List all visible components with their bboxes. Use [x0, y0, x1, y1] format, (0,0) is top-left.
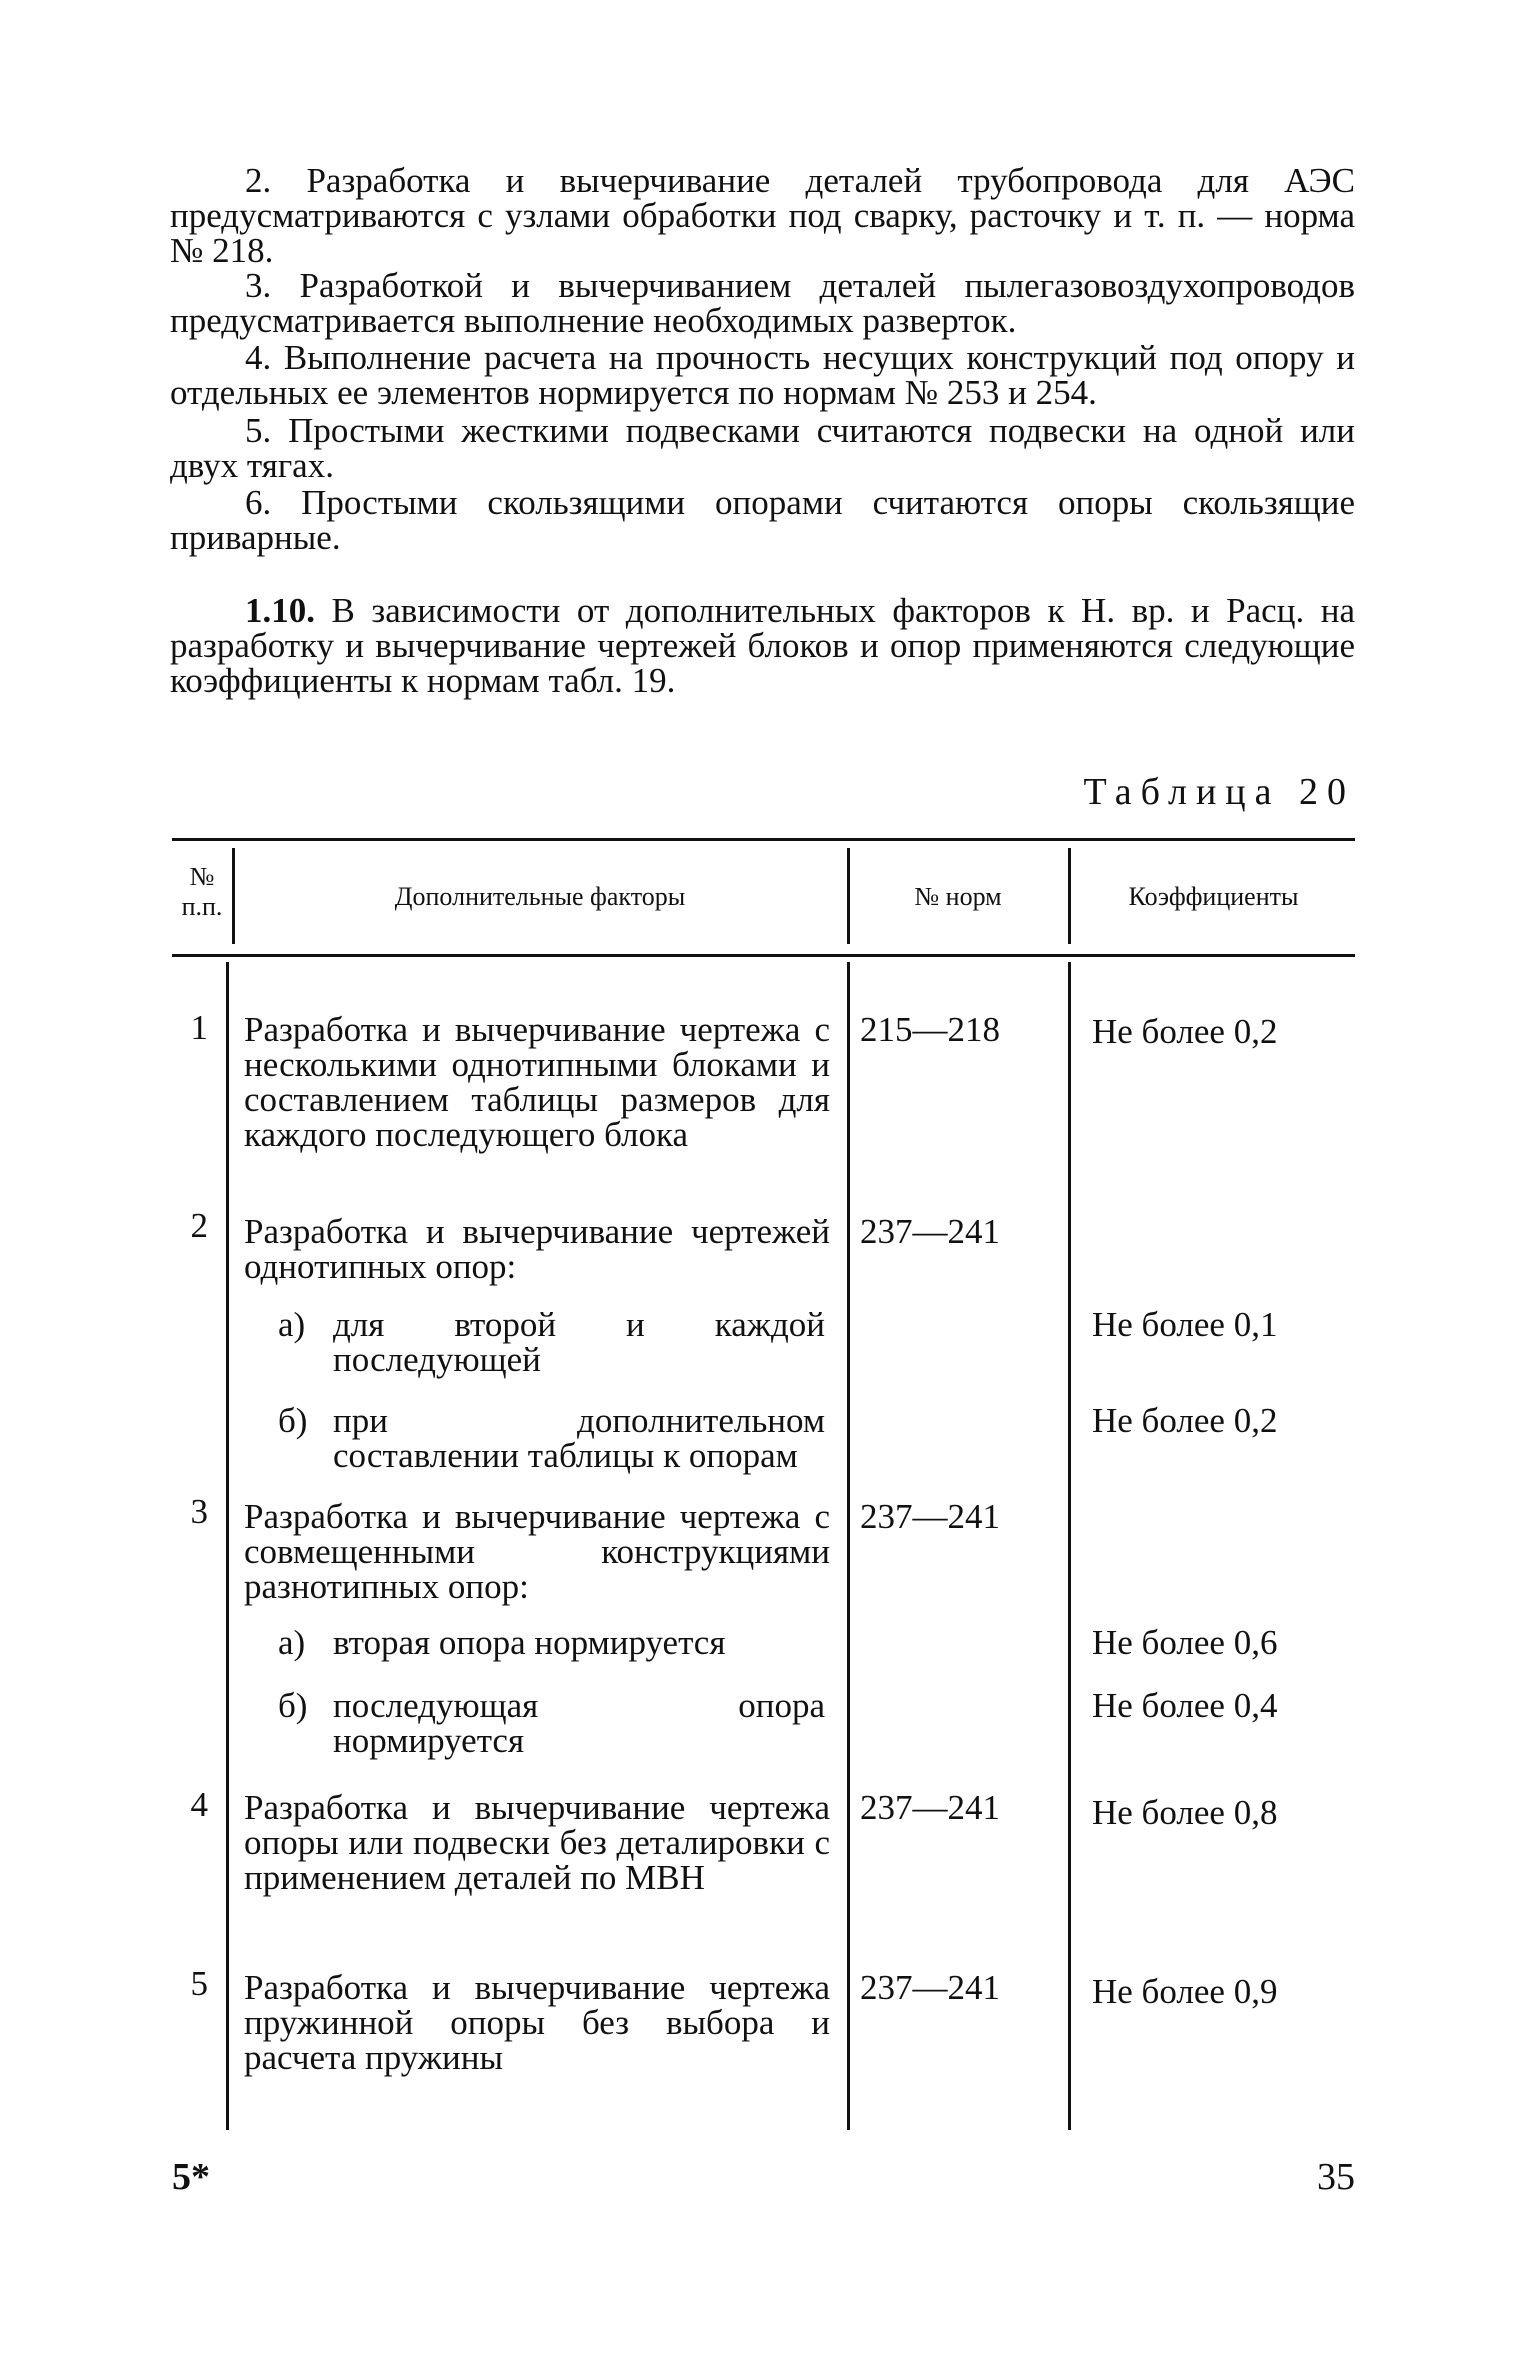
row-3-text: Разработка и вычерчивание чертежа с совмещенными конструкциями разнотипных опор:	[244, 1497, 830, 1606]
row-4-num: 4	[190, 1785, 208, 1824]
row-3b-label: б)	[278, 1686, 308, 1725]
signature-mark: 5*	[172, 2156, 210, 2198]
row-5-norms: 237—241	[860, 1968, 1000, 2007]
row-3a-text: вторая опора нормируется	[333, 1623, 726, 1662]
header-norms: № норм	[914, 882, 1002, 911]
row-1-coef: Не более 0,2	[1092, 1012, 1278, 1051]
row-2a-label: а)	[278, 1305, 306, 1344]
header-factors: Дополнительные факторы	[394, 882, 686, 911]
page-number: 35	[1317, 2156, 1355, 2198]
table-caption: Таблица 20	[1083, 771, 1355, 813]
note-6: 6. Простыми скользящими опорами считаются опоры скользящие приварные.	[170, 483, 1355, 557]
body-divider-3	[1068, 962, 1071, 2130]
body-divider-1	[226, 962, 229, 2130]
row-2a-coef: Не более 0,1	[1092, 1305, 1278, 1344]
row-3b	[278, 1688, 830, 1758]
row-2b-text: при дополнительном составлении таблицы к опорам	[333, 1401, 825, 1475]
row-3b-coef: Не более 0,4	[1092, 1686, 1278, 1725]
row-2b-label: б)	[278, 1401, 308, 1440]
row-2b	[278, 1403, 830, 1473]
table-header-rule	[172, 954, 1355, 957]
note-3: 3. Разработкой и вычерчиванием деталей пылегазовоздухопроводов предусматривается выполнение необходимых разверток.	[170, 266, 1355, 340]
note-4: 4. Выполнение расчета на прочность несущих конструкций под опору и отдельных ее элементов нормируется по нормам № 253 и 254.	[170, 338, 1355, 412]
row-2a-text: для второй и каждой последующей	[333, 1305, 825, 1379]
row-1-norms: 215—218	[860, 1010, 1000, 1049]
row-2-text: Разработка и вычерчивание чертежей однотипных опор:	[244, 1212, 830, 1286]
row-1-num: 1	[190, 1008, 208, 1047]
row-3a	[278, 1625, 830, 1660]
row-4-norms: 237—241	[860, 1788, 1000, 1827]
row-5-text: Разработка и вычерчивание чертежа пружинной опоры без выбора и расчета пружины	[244, 1968, 830, 2077]
section-number: 1.10.	[245, 591, 315, 630]
row-2b-coef: Не более 0,2	[1092, 1401, 1278, 1440]
row-4-text: Разработка и вычерчивание чертежа опоры или подвески без деталировки с применением деталей по МВН	[244, 1788, 830, 1897]
row-3a-label: а)	[278, 1623, 306, 1662]
section-text: В зависимости от дополнительных факторов к Н. вр. и Расц. на разработку и вычерчивание чертежей блоков и опор применяются следующие коэффициенты к нормам табл. 19.	[170, 591, 1355, 700]
row-2-norms: 237—241	[860, 1212, 1000, 1251]
row-2a	[278, 1307, 830, 1377]
row-3a-coef: Не более 0,6	[1092, 1623, 1278, 1662]
header-coef: Коэффициенты	[1128, 882, 1299, 911]
header-divider-1	[232, 848, 235, 944]
note-2: 2. Разработка и вычерчивание деталей трубопровода для АЭС предусматриваются с узлами обработки под сварку, расточку и т. п. — норма № 218.	[170, 161, 1355, 270]
row-3-norms: 237—241	[860, 1497, 1000, 1536]
table-top-rule	[172, 838, 1355, 841]
row-3b-text: последующая опора нормируется	[333, 1686, 825, 1760]
row-3-num: 3	[190, 1492, 208, 1531]
row-5-coef: Не более 0,9	[1092, 1972, 1278, 2011]
header-divider-3	[1068, 848, 1071, 944]
body-divider-2	[847, 962, 850, 2130]
section-1-10	[170, 593, 1355, 698]
row-2-num: 2	[190, 1206, 208, 1245]
row-1-text: Разработка и вычерчивание чертежа с несколькими однотипными блоками и составлением таблицы размеров для каждого последующего блока	[244, 1010, 830, 1154]
row-4-coef: Не более 0,8	[1092, 1793, 1278, 1832]
row-5-num: 5	[190, 1964, 208, 2003]
note-5: 5. Простыми жесткими подвесками считаются подвески на одной или двух тягах.	[170, 411, 1355, 485]
header-num: № п.п.	[181, 862, 223, 921]
